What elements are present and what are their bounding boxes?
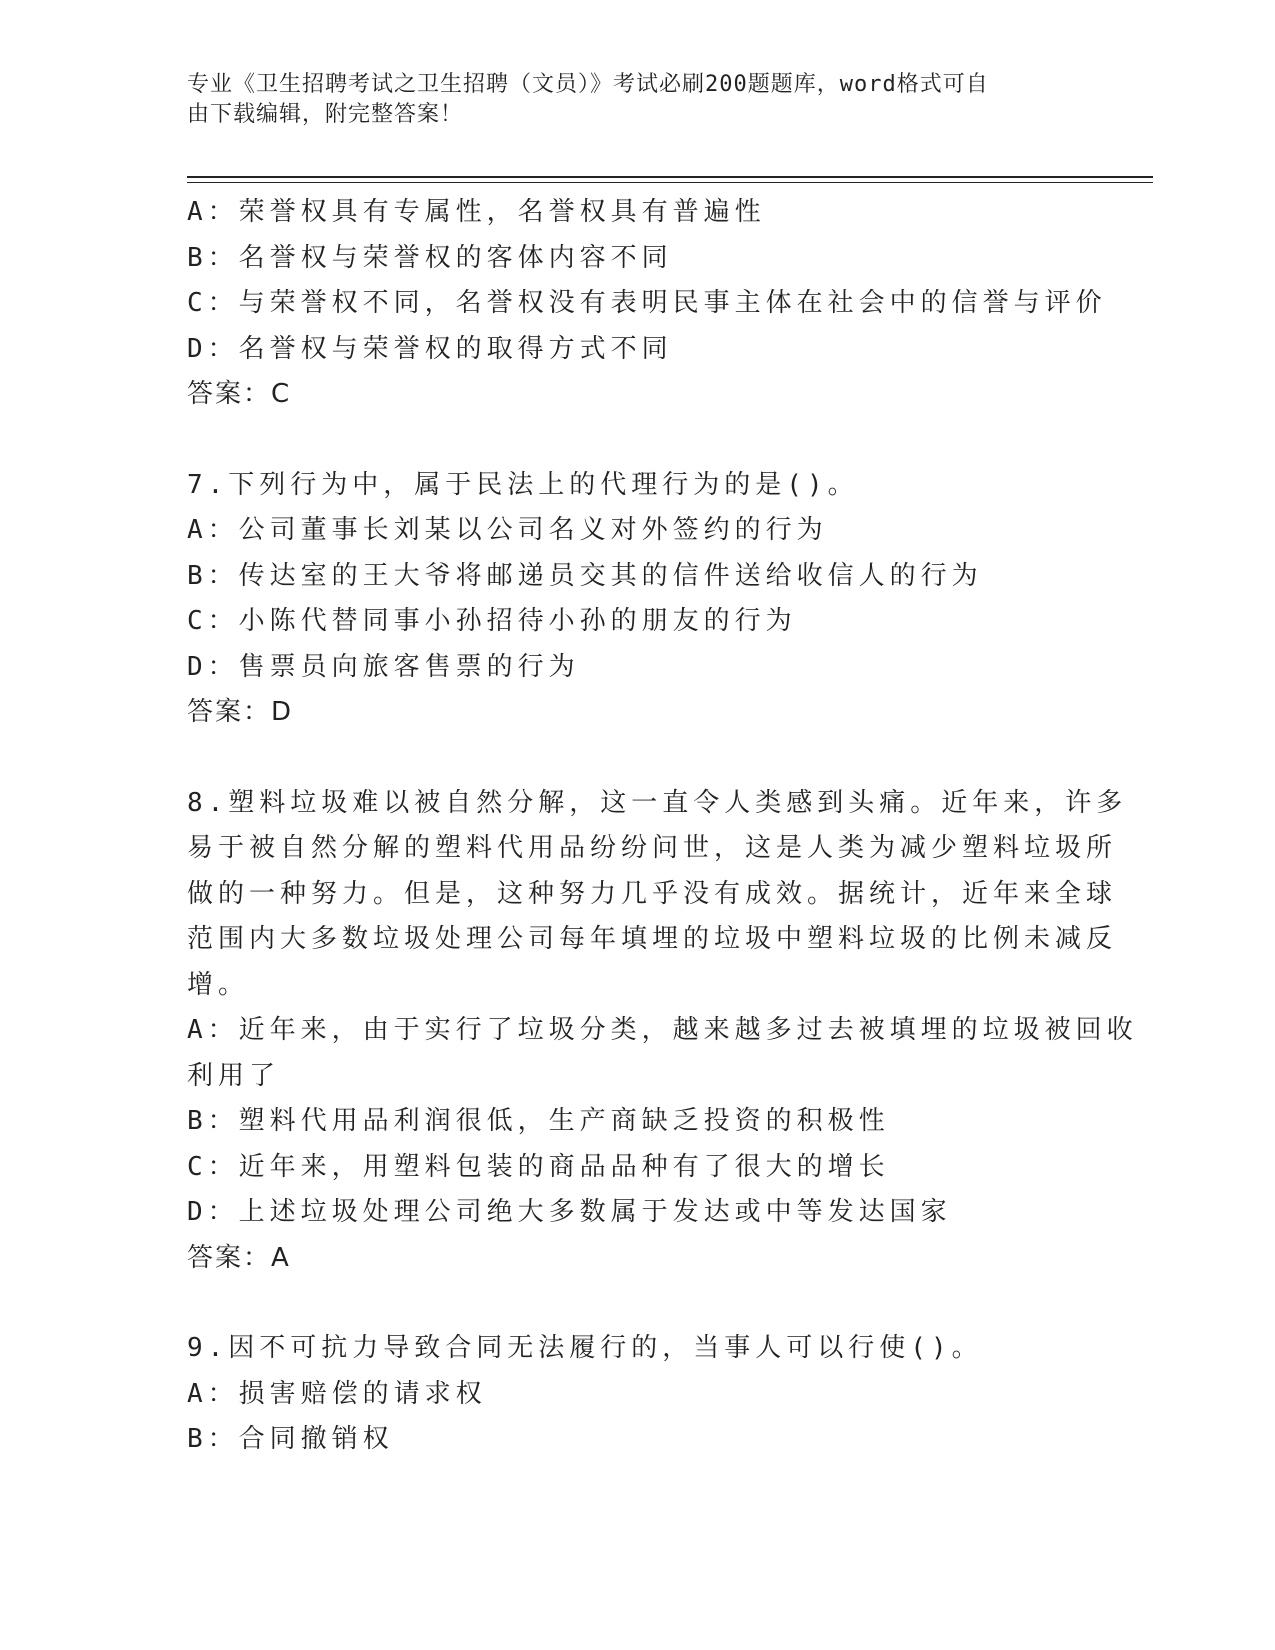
question-stem: 9.因不可抗力导致合同无法履行的，当事人可以行使()。 xyxy=(187,1333,983,1363)
answer: 答案：C xyxy=(187,379,292,409)
header-line-2: 由下载编辑，附完整答案！ xyxy=(187,102,464,127)
option-b: B：合同撤销权 xyxy=(187,1424,394,1454)
document-header xyxy=(187,70,1067,130)
question-6 xyxy=(187,190,1107,418)
question-9 xyxy=(187,1326,1087,1463)
option-b: B：名誉权与荣誉权的客体内容不同 xyxy=(187,242,673,273)
question-8 xyxy=(187,781,1138,1282)
spacer xyxy=(187,1281,1087,1326)
option-c: C：小陈代替同事小孙招待小孙的朋友的行为 xyxy=(187,606,797,636)
question-stem-line: 8.塑料垃圾难以被自然分解，这一直令人类感到头痛。近年来，许多 xyxy=(187,787,1128,818)
question-stem: 7.下列行为中，属于民法上的代理行为的是()。 xyxy=(187,469,859,500)
option-c: C：与荣誉权不同，名誉权没有表明民事主体在社会中的信誉与评价 xyxy=(187,288,1107,318)
question-stem-line: 增。 xyxy=(187,969,250,1000)
header-rule-thick xyxy=(187,176,1153,178)
answer: 答案：D xyxy=(187,697,294,727)
option-d: D：名誉权与荣誉权的取得方式不同 xyxy=(187,333,673,364)
option-a: A：公司董事长刘某以公司名义对外签约的行为 xyxy=(187,515,828,545)
option-b: B：塑料代用品利润很低，生产商缺乏投资的积极性 xyxy=(187,1106,890,1136)
answer: 答案：A xyxy=(187,1242,291,1273)
header-line-1: 专业《卫生招聘考试之卫生招聘（文员）》考试必刷200题题库，word格式可自 xyxy=(187,72,989,97)
question-stem-line: 做的一种努力。但是，这种努力几乎没有成效。据统计，近年来全球 xyxy=(187,878,1118,909)
question-7 xyxy=(187,463,1087,736)
question-stem-line: 易于被自然分解的塑料代用品纷纷问世，这是人类为减少塑料垃圾所 xyxy=(187,833,1118,863)
option-d: D：售票员向旅客售票的行为 xyxy=(187,651,580,682)
question-stem-line: 范围内大多数垃圾处理公司每年填埋的垃圾中塑料垃圾的比例未减反 xyxy=(187,924,1118,954)
option-c: C：近年来，用塑料包装的商品品种有了很大的增长 xyxy=(187,1151,890,1182)
spacer xyxy=(187,418,1087,463)
option-a: A：损害赔偿的请求权 xyxy=(187,1378,487,1409)
spacer xyxy=(187,736,1087,781)
header-rule-thin xyxy=(187,182,1153,183)
option-a-line: A：近年来，由于实行了垃圾分类，越来越多过去被填埋的垃圾被回收 xyxy=(187,1015,1138,1045)
option-b: B：传达室的王大爷将邮递员交其的信件送给收信人的行为 xyxy=(187,560,983,591)
option-d: D：上述垃圾处理公司绝大多数属于发达或中等发达国家 xyxy=(187,1197,952,1227)
option-a: A：荣誉权具有专属性，名誉权具有普遍性 xyxy=(187,197,766,227)
question-content xyxy=(187,190,1138,1463)
option-a-line: 利用了 xyxy=(187,1060,281,1091)
